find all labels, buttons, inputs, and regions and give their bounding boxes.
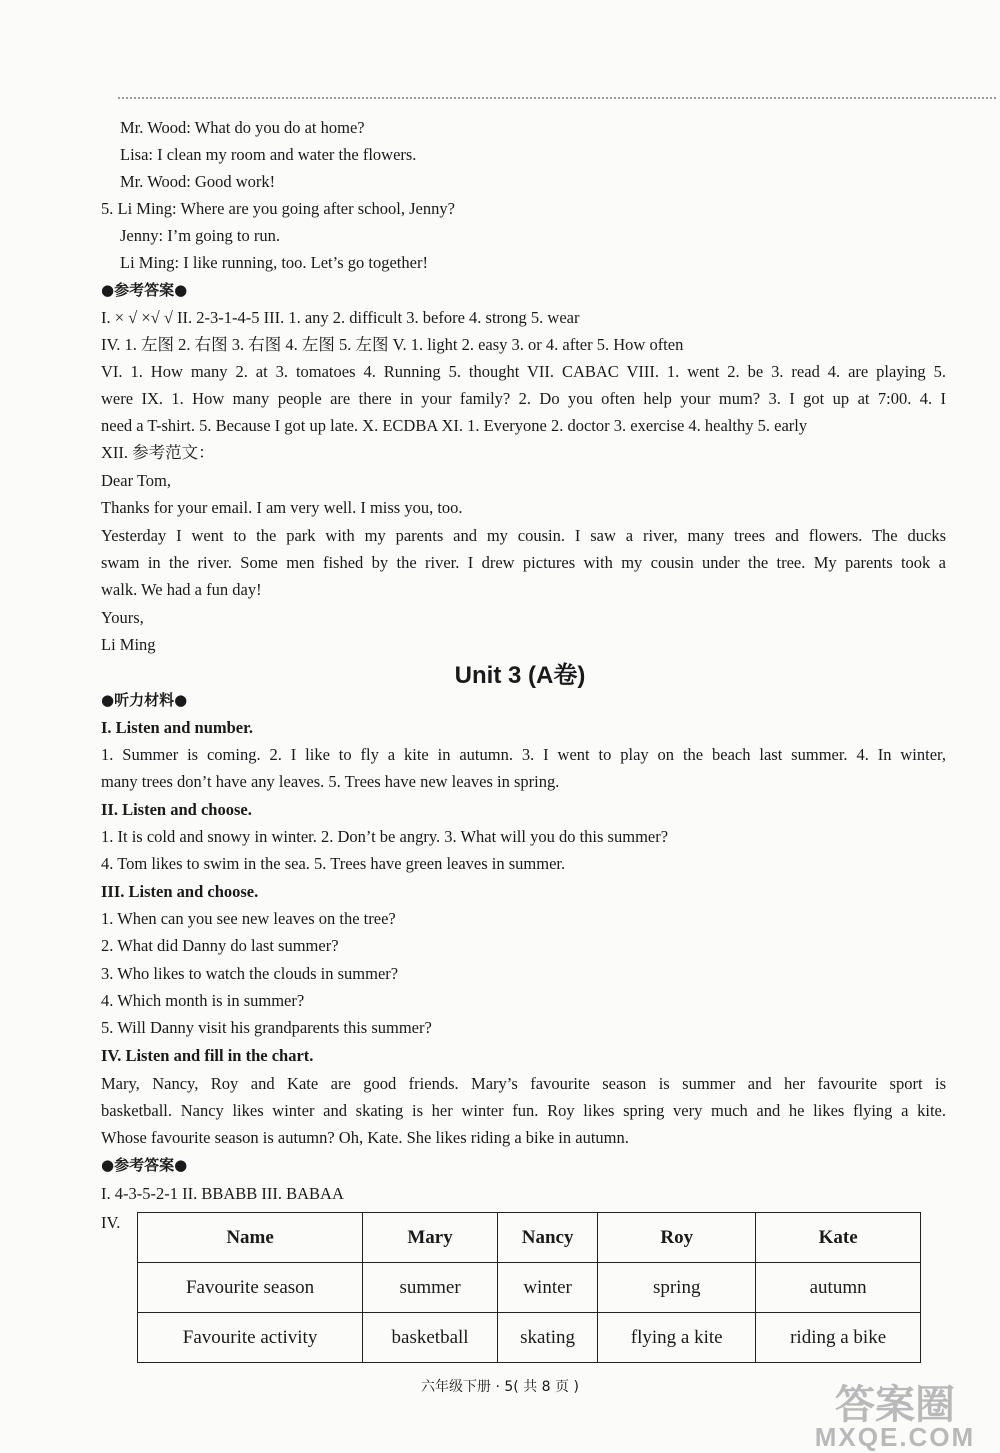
answer-line: I. × √ ×√ √ II. 2-3-1-4-5 III. 1. any 2. difficult 3. before 4. strong 5. wear bbox=[101, 308, 580, 327]
watermark-url: MXQE.COM bbox=[814, 1422, 976, 1452]
table-cell: Favourite season bbox=[138, 1263, 363, 1313]
header-cell: Roy bbox=[598, 1213, 756, 1263]
section-title: IV. Listen and fill in the chart. bbox=[101, 1046, 314, 1065]
dialogue-line: Mr. Wood: What do you do at home? bbox=[120, 118, 365, 137]
listening-question: 3. Who likes to watch the clouds in summer? bbox=[101, 964, 399, 983]
table-header-row bbox=[138, 1213, 921, 1263]
letter-greeting: Dear Tom, bbox=[101, 471, 172, 490]
unit-title: Unit 3 (A卷) bbox=[454, 662, 586, 689]
listening-text: 1. Summer is coming. 2. I like to fly a kite in autumn. 3. I went to play on the beach last summer. 4. In winter, bbox=[101, 745, 946, 764]
table-cell: basketball bbox=[363, 1313, 498, 1363]
answer-line: XII. 参考范文： bbox=[101, 443, 215, 462]
answer-line: IV. 1. 左图 2. 右图 3. 右图 4. 左图 5. 左图 V. 1. light 2. easy 3. or 4. after 5. How often bbox=[101, 335, 684, 354]
answer-line: need a T-shirt. 5. Because I got up late. X. ECDBA XI. 1. Everyone 2. doctor 3. exercise 4. healthy 5. early bbox=[101, 416, 808, 435]
answer-line: were IX. 1. How many people are there in your family? 2. Do you often help your mum? 3. I got up at 7:00. 4. I bbox=[101, 389, 946, 408]
page-footer: 六年级下册 · 5( 共 8 页 ) bbox=[421, 1379, 579, 1395]
header-cell: Kate bbox=[756, 1213, 921, 1263]
listening-text: Mary, Nancy, Roy and Kate are good friends. Mary’s favourite season is summer and her favourite sport is bbox=[101, 1074, 946, 1093]
letter-closing: Yours, bbox=[101, 608, 144, 627]
answer-line: I. 4-3-5-2-1 II. BBABB III. BABAA bbox=[101, 1184, 344, 1203]
letter-paragraph: Yesterday I went to the park with my parents and my cousin. I saw a river, many trees and flowers. The ducks bbox=[101, 526, 946, 545]
table-cell: spring bbox=[598, 1263, 756, 1313]
listening-question: 4. Which month is in summer? bbox=[101, 991, 305, 1010]
listening-header: ●听力材料● bbox=[101, 691, 188, 709]
letter-signature: Li Ming bbox=[101, 635, 156, 654]
answers-header: ●参考答案● bbox=[101, 1156, 188, 1174]
listening-text: Whose favourite season is autumn? Oh, Kate. She likes riding a bike in autumn. bbox=[101, 1128, 629, 1147]
dialogue-line: 5. Li Ming: Where are you going after school, Jenny? bbox=[101, 199, 455, 218]
section-title: I. Listen and number. bbox=[101, 718, 254, 737]
table-cell: riding a bike bbox=[756, 1313, 921, 1363]
listening-question: 5. Will Danny visit his grandparents this summer? bbox=[101, 1018, 432, 1037]
dialogue-line: Lisa: I clean my room and water the flowers. bbox=[120, 145, 417, 164]
top-dotted-rule bbox=[118, 97, 996, 99]
header-cell: Mary bbox=[363, 1213, 498, 1263]
watermark-logo-text: 答案圈 bbox=[835, 1383, 955, 1427]
table-cell: winter bbox=[498, 1263, 598, 1313]
table-cell: summer bbox=[363, 1263, 498, 1313]
table-cell: autumn bbox=[756, 1263, 921, 1313]
listening-text: many trees don’t have any leaves. 5. Trees have new leaves in spring. bbox=[101, 772, 560, 791]
answer-line: VI. 1. How many 2. at 3. tomatoes 4. Running 5. thought VII. CABAC VIII. 1. went 2. be 3. read 4. are playing 5. bbox=[101, 362, 946, 381]
table-cell: skating bbox=[498, 1313, 598, 1363]
table-cell: flying a kite bbox=[598, 1313, 756, 1363]
header-cell: Name bbox=[138, 1213, 363, 1263]
dialogue-line: Jenny: I’m going to run. bbox=[120, 226, 280, 245]
table-row bbox=[138, 1313, 921, 1363]
watermark-logo bbox=[795, 1383, 995, 1452]
letter-paragraph: Thanks for your email. I am very well. I miss you, too. bbox=[101, 498, 463, 517]
letter-paragraph: walk. We had a fun day! bbox=[101, 580, 262, 599]
listening-question: 2. What did Danny do last summer? bbox=[101, 936, 339, 955]
table-cell: Favourite activity bbox=[138, 1313, 363, 1363]
answer-chart bbox=[137, 1212, 921, 1363]
section-title: III. Listen and choose. bbox=[101, 882, 259, 901]
dialogue-line: Li Ming: I like running, too. Let’s go together! bbox=[120, 253, 428, 272]
listening-question: 1. When can you see new leaves on the tree? bbox=[101, 909, 396, 928]
table-label: IV. bbox=[101, 1213, 121, 1232]
listening-text: 4. Tom likes to swim in the sea. 5. Trees have green leaves in summer. bbox=[101, 854, 566, 873]
table-row bbox=[138, 1263, 921, 1313]
listening-text: basketball. Nancy likes winter and skating is her winter fun. Roy likes spring very much and he likes flying a kite. bbox=[101, 1101, 946, 1120]
listening-text: 1. It is cold and snowy in winter. 2. Don’t be angry. 3. What will you do this summer? bbox=[101, 827, 669, 846]
letter-paragraph: swam in the river. Some men fished by the river. I drew pictures with my cousin under the tree. My parents took a bbox=[101, 553, 946, 572]
dialogue-line: Mr. Wood: Good work! bbox=[120, 172, 276, 191]
answers-header: ●参考答案● bbox=[101, 281, 188, 299]
section-title: II. Listen and choose. bbox=[101, 800, 252, 819]
header-cell: Nancy bbox=[498, 1213, 598, 1263]
